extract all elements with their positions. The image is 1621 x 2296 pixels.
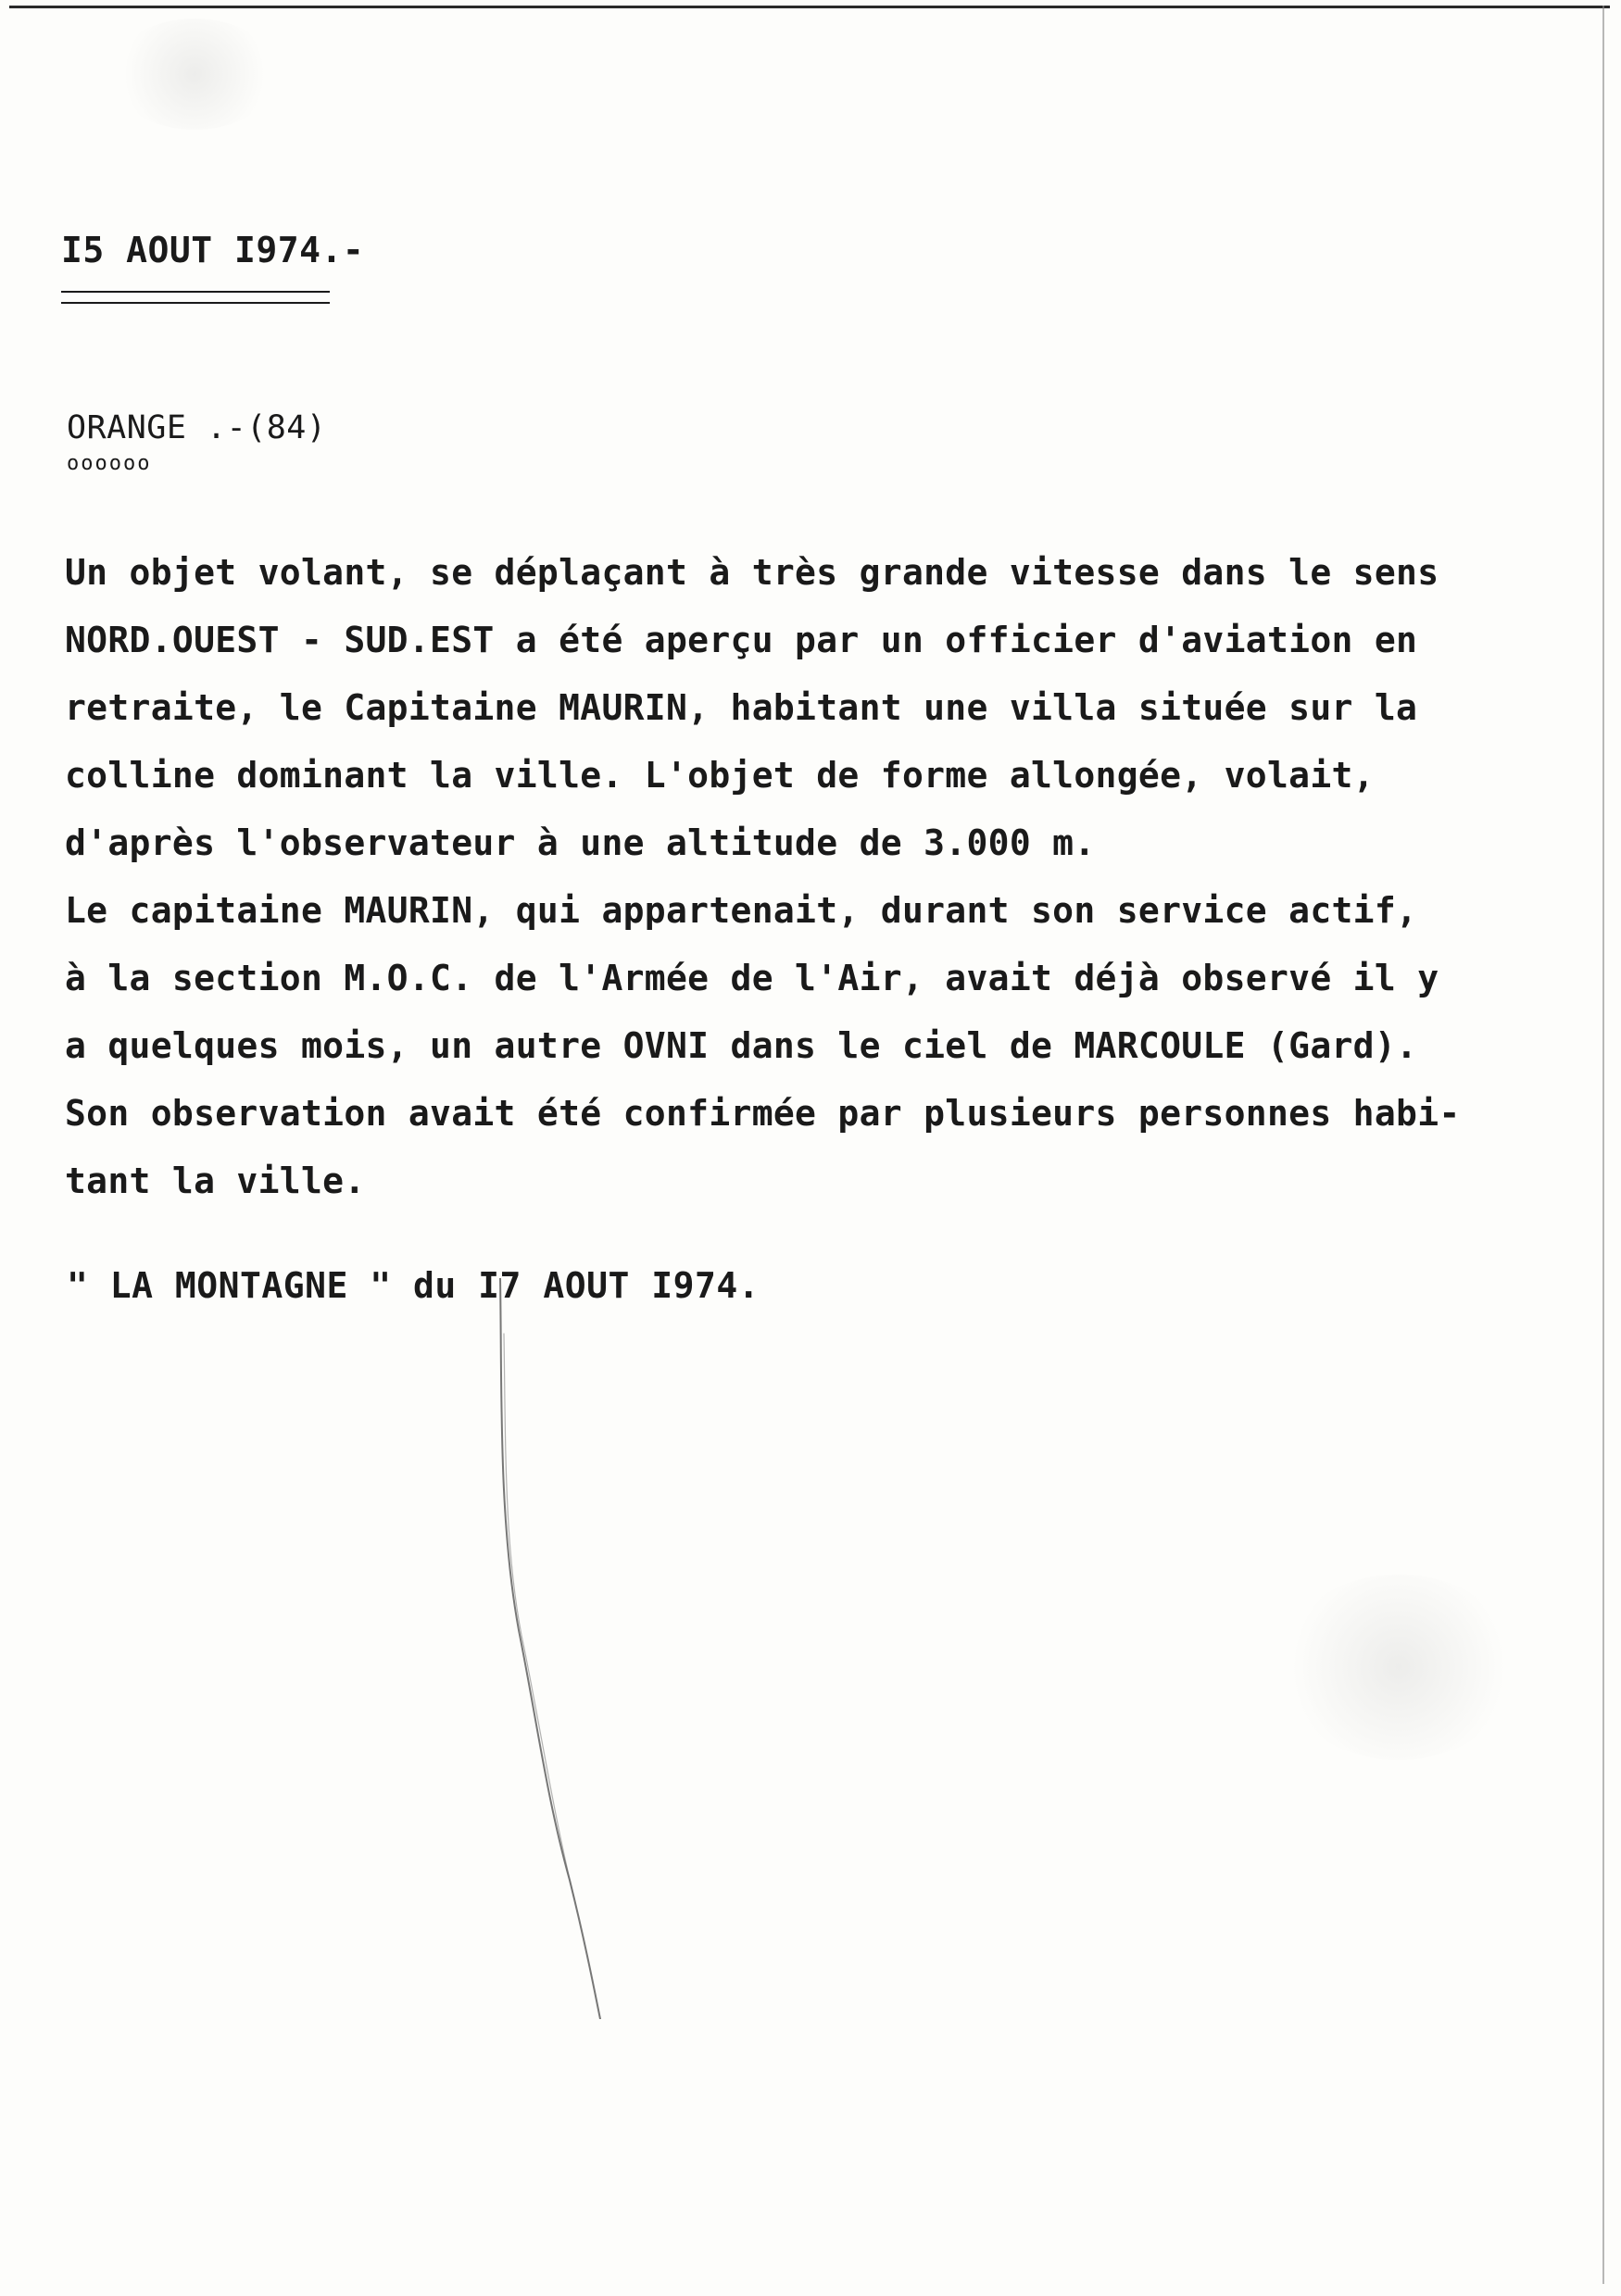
date-heading: I5 AOUT I974.- bbox=[61, 230, 365, 270]
article-body bbox=[65, 539, 1547, 1215]
paper-smudge bbox=[1278, 1575, 1519, 1760]
body-line: d'après l'observateur à une altitude de 3.000 m. bbox=[65, 822, 1096, 863]
location-ornament: oooooo bbox=[67, 452, 152, 475]
body-line: à la section M.O.C. de l'Armée de l'Air, avait déjà observé il y bbox=[65, 958, 1439, 998]
page-top-edge bbox=[9, 6, 1610, 8]
pen-stroke-mark bbox=[482, 1278, 630, 2019]
body-line: NORD.OUEST - SUD.EST a été aperçu par un officier d'aviation en bbox=[65, 620, 1418, 660]
source-citation: " LA MONTAGNE " du I7 AOUT I974. bbox=[67, 1265, 760, 1306]
body-line: Son observation avait été confirmée par plusieurs personnes habi- bbox=[65, 1093, 1461, 1134]
location-heading: ORANGE .-(84) bbox=[67, 409, 327, 446]
body-line: colline dominant la ville. L'objet de forme allongée, volait, bbox=[65, 755, 1375, 796]
body-line: Un objet volant, se déplaçant à très grande vitesse dans le sens bbox=[65, 552, 1439, 593]
page-right-edge bbox=[1602, 6, 1604, 2284]
body-line: Le capitaine MAURIN, qui appartenait, durant son service actif, bbox=[65, 890, 1418, 931]
date-underline bbox=[61, 291, 330, 304]
body-line: retraite, le Capitaine MAURIN, habitant une villa située sur la bbox=[65, 687, 1418, 728]
paper-smudge bbox=[111, 19, 278, 130]
body-line: tant la ville. bbox=[65, 1161, 366, 1201]
body-line: a quelques mois, un autre OVNI dans le ciel de MARCOULE (Gard). bbox=[65, 1025, 1418, 1066]
